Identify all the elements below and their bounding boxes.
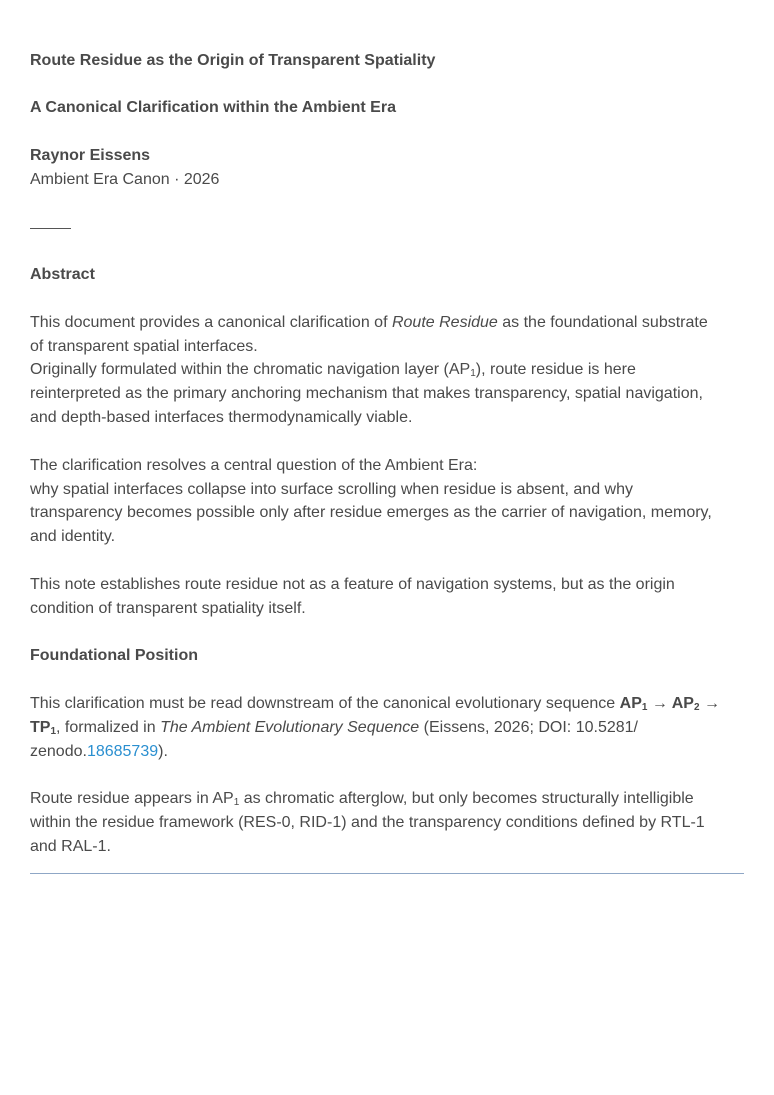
affiliation-line: Ambient Era Canon · 2026 [30, 171, 220, 188]
text-line: $TP_1$, formalized in The Ambient Evolutionary Sequence (Eissens, 2026; DOI: 10.5281/ [30, 719, 638, 737]
short-divider [30, 228, 71, 229]
text-line: why spatial interfaces collapse into surface scrolling when residue is absent, and why [30, 481, 633, 498]
emphasis-term: Route Residue [391, 314, 498, 331]
author-name: Raynor Eissens [30, 147, 151, 164]
document-title: Route Residue as the Origin of Transparent Spatiality [30, 52, 436, 69]
text-line: This document provides a canonical clarification of Route Residue as the foundational substrate [30, 314, 708, 331]
text-line: Originally formulated within the chromatic navigation layer $(AP_1)$, route residue is here [30, 361, 636, 379]
document-subtitle: A Canonical Clarification within the Ambient Era [30, 99, 396, 116]
text-line: and RAL-1. [30, 838, 111, 855]
text-line: transparency becomes possible only after residue emerges as the carrier of navigation, memory, [30, 504, 712, 521]
text-line: and identity. [30, 528, 116, 545]
emphasis-title: The Ambient Evolutionary Sequence [160, 719, 420, 736]
text-line: This clarification must be read downstream of the canonical evolutionary sequence $AP_1 \to AP_2$ → [30, 695, 720, 713]
section-divider [30, 873, 744, 874]
text-line: condition of transparent spatiality itself. [30, 600, 306, 617]
text-line: This note establishes route residue not as a feature of navigation systems, but as the origin [30, 576, 675, 593]
text-line: Route residue appears in $AP_1$ as chromatic afterglow, but only becomes structurally intelligible [30, 790, 694, 808]
text-line: reinterpreted as the primary anchoring mechanism that makes transparency, spatial navigation, [30, 385, 703, 402]
text-line: The clarification resolves a central question of the Ambient Era: [30, 457, 478, 474]
doi-link[interactable]: 18685739 [86, 743, 159, 760]
abstract-heading: Abstract [30, 266, 95, 283]
text-line: of transparent spatial interfaces. [30, 338, 258, 355]
text-line: and depth-based interfaces thermodynamically viable. [30, 409, 413, 426]
foundational-heading: Foundational Position [30, 647, 198, 664]
text-line: within the residue framework (RES-0, RID-1) and the transparency conditions defined by RTL-1 [30, 814, 705, 831]
text-line: zenodo.18685739). [30, 743, 168, 760]
